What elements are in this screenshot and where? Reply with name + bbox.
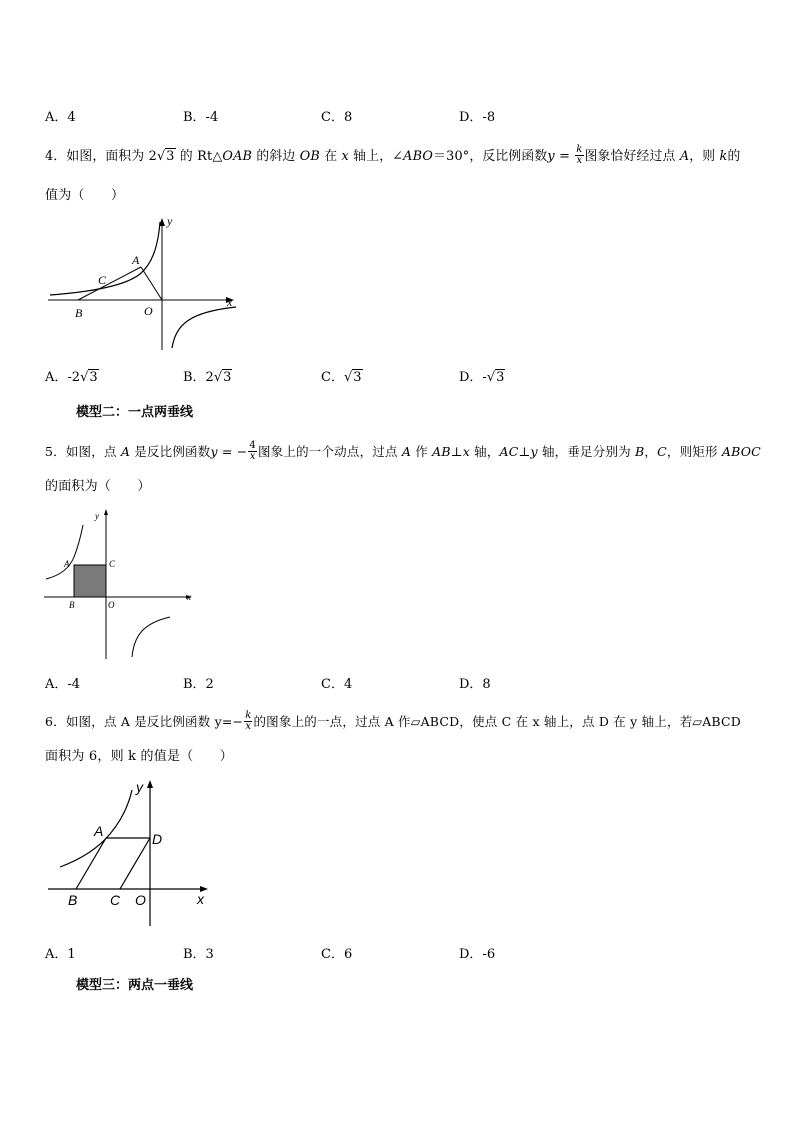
q6-option-c: C．6 [321,947,353,962]
q4-label-o: O [144,304,153,318]
q6-label-d: D [152,831,163,847]
q3-option-a: A．4 [45,110,76,125]
q6-label-b: B [68,892,78,908]
q4-question-line2: 值为（ ） [45,188,125,203]
q5-label-x: x [187,592,191,602]
segment-ba [78,267,141,300]
q6-option-d: D．-6 [459,947,496,962]
q6-figure [40,774,220,934]
segment-dc [120,838,150,889]
y-axis-arrow [147,780,153,788]
q5-option-c: C．4 [321,677,353,692]
q3-option-c: C．8 [321,110,353,125]
q5-label-o: O [108,600,115,610]
q4-option-c: C．√3 [321,370,362,385]
y-axis-arrow [104,509,108,515]
q6-option-b: B．3 [183,947,214,962]
q5-question-text: 5．如图，点 A 是反比例函数y = − $\frac{4}{x}$ 图象上的一个动点，过点 A 作 AB⊥x 轴，AC⊥y 轴，垂足分别为 B，C，则矩形 ABOC [45,440,761,462]
q4-question-text: 4．如图，面积为 2√3 的 Rt△OAB 的斜边 OB 在 x 轴上，∠ABO＝30°，反比例函数y = $\frac{k}{x}$ 图象恰好经过点 A，则 k的 [45,144,741,166]
q5-label-b: B [69,600,75,610]
q4-label-a: A [132,253,140,267]
q4-label-y: y [167,214,173,228]
q4-figure [40,212,250,354]
section-heading-model2: 模型二：一点两垂线 [76,405,194,420]
section-heading-model3: 模型三：两点一垂线 [76,978,194,993]
q5-option-a: A．-4 [45,677,81,692]
q5-figure [40,505,200,663]
q6-question-line2: 面积为 6，则 k 的值是（ ） [45,749,233,764]
hyperbola-right-branch [172,307,236,348]
hyperbola-right-branch [132,617,170,657]
q4-option-b: B．2√3 [183,370,232,385]
q6-label-a: A [94,823,104,839]
q3-option-b: B．-4 [183,110,219,125]
q3-option-d: D．-8 [459,110,496,125]
q5-option-b: B．2 [183,677,214,692]
q6-label-y: y [136,779,143,795]
q4-option-d: D．-√3 [459,370,505,385]
q6-option-a: A．1 [45,947,76,962]
q4-label-x: x [227,295,233,309]
q6-label-x: x [197,891,204,907]
q4-label-b: B [75,306,83,320]
q5-label-c: C [109,559,116,569]
segment-ao [141,267,162,300]
q5-label-y: y [95,511,99,521]
q5-label-a: A [64,559,70,569]
q5-question-line2: 的面积为（ ） [45,479,151,494]
rectangle-abOC [74,565,106,597]
q6-question-text: 6．如图，点 A 是反比例函数 y=− $\frac{k}{x}$ 的图象上的一点，过点 A 作▱ABCD，使点 C 在 x 轴上，点 D 在 y 轴上，若▱ABCD [45,710,742,732]
q6-label-o: O [135,892,146,908]
q6-label-c: C [110,892,121,908]
q4-label-c: C [98,273,107,287]
segment-ab [76,838,106,889]
q4-option-a: A．-2√3 [45,370,98,385]
q5-option-d: D．8 [459,677,491,692]
